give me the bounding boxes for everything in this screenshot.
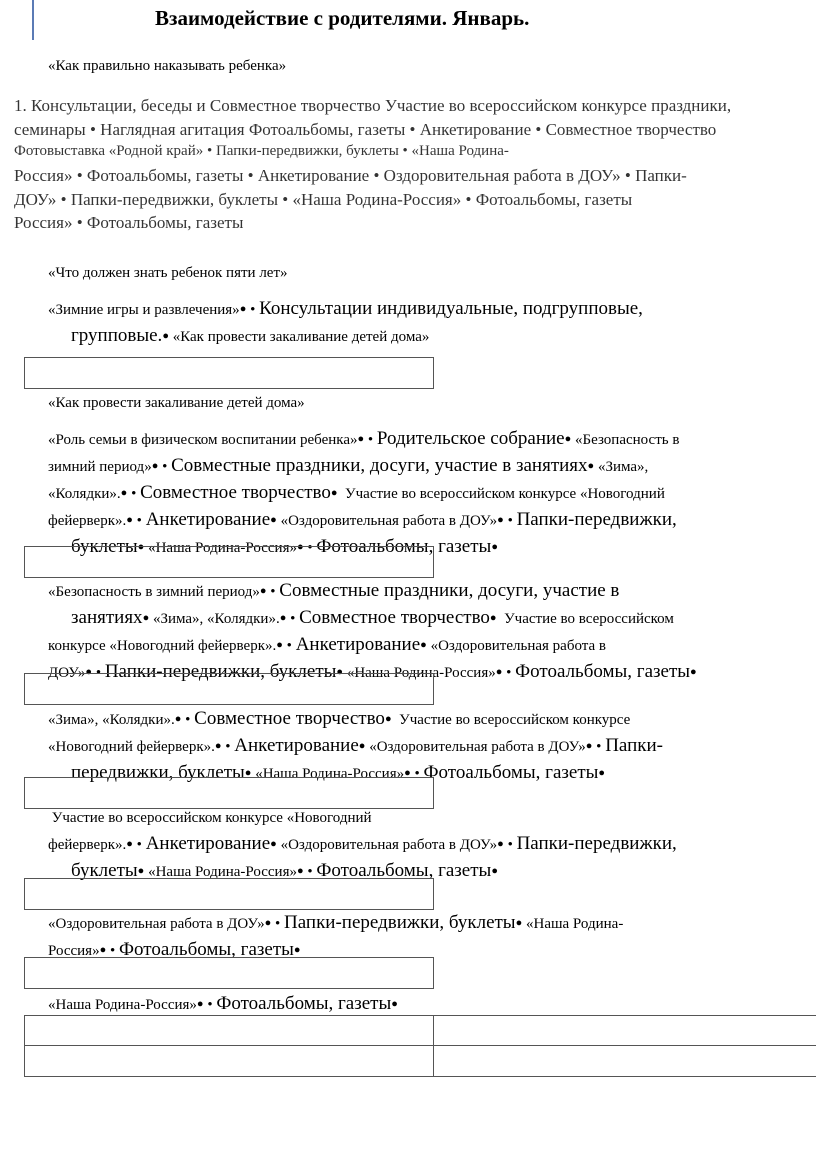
table-cell xyxy=(24,357,434,389)
text: Папки-передвижки, буклеты xyxy=(104,661,337,682)
text: Совместные праздники, досуги, участие в занятиях xyxy=(171,455,588,476)
family-paragraph: «Роль семьи в физическом воспитании ребенка» ● • Родительское собрание ● «Безопасность в зимний период» ● • Совместные праздники, досуги, участие в занятиях ● «Зима», «Колядки». ● • Совместное творчество ● Участие во всероссийском конкурсе «Новогодний фейерверк». ● • Анкетирование ● «Оздоровительная работа в ДОУ» ● • Папки-передвижки, буклеты ● «Наша Родина-Россия» ● • Фотоальбомы, газеты ● xyxy=(48,426,803,561)
contest-paragraph: Участие во всероссийском конкурсе «Новогодний фейерверк». ● • Анкетирование ● «Оздоровительная работа в ДОУ» ● • Папки-передвижки, буклеты ● «Наша Родина-Россия» ● • Фотоальбомы, газеты ● xyxy=(48,806,803,885)
topic-child-five: «Что должен знать ребенок пяти лет» xyxy=(48,265,288,281)
text: «Как провести закаливание детей дома» xyxy=(172,329,430,345)
text: Анкетирование xyxy=(145,833,271,854)
text: Анкетирование xyxy=(234,735,359,756)
overlap-line: Россия» • Фотоальбомы, газеты xyxy=(14,213,244,232)
text: буклеты xyxy=(71,860,138,881)
text: Консультации индивидуальные, подгрупповые, xyxy=(259,298,643,319)
table-cell xyxy=(24,878,434,910)
text: «Колядки». xyxy=(48,486,121,502)
table-cell xyxy=(24,546,434,578)
text: Папки- xyxy=(605,735,663,756)
margin-line xyxy=(32,0,34,40)
table-border xyxy=(24,1045,816,1046)
overlap-line: семинары • Наглядная агитация Фотоальбомы, газеты • Анкетирование • Совместное творчество xyxy=(14,120,717,139)
text: Фотоальбомы, газеты xyxy=(216,993,392,1014)
text: фейерверк». xyxy=(48,513,127,529)
text: Совместное творчество xyxy=(140,482,331,503)
overlap-line: ДОУ» • Папки-передвижки, буклеты • «Наша Родина-Россия» • Фотоальбомы, газеты xyxy=(14,190,633,209)
text: передвижки, буклеты xyxy=(71,762,245,783)
topic-punish: «Как правильно наказывать ребенка» xyxy=(48,58,287,74)
page-title: Взаимодействие с родителями. Январь. xyxy=(155,6,530,30)
text: фейерверк». xyxy=(48,837,127,853)
text: «Роль семьи в физическом воспитании ребенка» xyxy=(48,432,358,448)
table-border xyxy=(24,1076,816,1077)
text: Фотоальбомы, газеты xyxy=(316,536,492,557)
text: Фотоальбомы, газеты xyxy=(316,860,492,881)
text: «Зимние игры и развлечения» xyxy=(48,302,240,318)
text: «Зима», «Колядки». xyxy=(48,712,175,728)
health-paragraph: «Оздоровительная работа в ДОУ» ● • Папки-передвижки, буклеты ● «Наша Родина- Россия» ● • Фотоальбомы, газеты ● xyxy=(48,910,803,964)
text: Совместное творчество xyxy=(299,607,490,628)
text: Участие во всероссийском xyxy=(504,611,674,627)
motherland-paragraph: «Наша Родина-Россия» ● • Фотоальбомы, газеты ● xyxy=(48,991,803,1018)
winter-games-paragraph: «Зимние игры и развлечения» ● • Консультации индивидуальные, подгрупповые, групповые. ● «Как провести закаливание детей дома» xyxy=(48,296,803,350)
text: Совместное творчество xyxy=(194,708,385,729)
text: Родительское собрание xyxy=(376,428,565,449)
text: «Безопасность в xyxy=(575,432,680,448)
text: зимний период» xyxy=(48,459,152,475)
text: ДОУ» xyxy=(48,665,86,681)
text: «Новогодний фейерверк». xyxy=(48,739,215,755)
text: Фотоальбомы, газеты xyxy=(119,939,294,960)
overlap-line: Фотовыставка «Родной край» • Папки-передвижки, буклеты • «Наша Родина- xyxy=(14,143,509,159)
hardening-title: «Как провести закаливание детей дома» xyxy=(48,395,305,411)
table-border xyxy=(24,1015,25,1076)
winter-paragraph: «Зима», «Колядки». ● • Совместное творчество ● Участие во всероссийском конкурсе «Новогодний фейерверк». ● • Анкетирование ● «Оздоровительная работа в ДОУ» ● • Папки- передвижки, буклеты ● «Наша Родина-Россия» ● • Фотоальбомы, газеты ● xyxy=(48,706,803,787)
text: «Наша Родина-Россия» xyxy=(346,665,496,681)
text: «Наша Родина-Россия» xyxy=(148,864,297,880)
text: «Оздоровительная работа в ДОУ» xyxy=(280,837,498,853)
text: Совместные праздники, досуги, участие в xyxy=(279,580,620,601)
table-border xyxy=(433,1015,434,1076)
table-cell xyxy=(24,673,434,705)
text: Анкетирование xyxy=(145,509,271,530)
text: Фотоальбомы, газеты xyxy=(423,762,599,783)
text: буклеты xyxy=(71,536,138,557)
text: Папки-передвижки, xyxy=(516,833,677,854)
text: «Наша Родина-Россия» xyxy=(148,540,297,556)
text: «Зима», xyxy=(597,459,649,475)
text: «Наша Родина-Россия» xyxy=(48,997,197,1013)
text: Участие во всероссийском конкурсе «Новогодний xyxy=(51,810,372,826)
text: конкурсе «Новогодний фейерверк». xyxy=(48,638,277,654)
text: «Оздоровительная работа в ДОУ» xyxy=(48,916,265,932)
overlap-line: Россия» • Фотоальбомы, газеты • Анкетирование • Оздоровительная работа в ДОУ» • Папки- xyxy=(14,166,687,185)
text: Фотоальбомы, газеты xyxy=(515,661,691,682)
text: Участие во всероссийском конкурсе xyxy=(399,712,631,728)
text: Участие во всероссийском конкурсе «Новогодний xyxy=(345,486,665,502)
safety-paragraph: «Безопасность в зимний период» ● • Совместные праздники, досуги, участие в занятиях ● «Зима», «Колядки». ● • Совместное творчество ● Участие во всероссийском конкурсе «Новогодний фейерверк». ● • Анкетирование ● «Оздоровительная работа в ДОУ» ● • Папки-передвижки, буклеты ● «Наша Родина-Россия» ● • Фотоальбомы, газеты ● xyxy=(48,578,803,686)
text: Папки-передвижки, xyxy=(516,509,677,530)
text: «Оздоровительная работа в ДОУ» xyxy=(369,739,586,755)
text: «Оздоровительная работа в xyxy=(430,638,607,654)
text: Папки-передвижки, буклеты xyxy=(284,912,516,933)
text: групповые. xyxy=(71,325,163,346)
overlap-line: 1. Консультации, беседы и Совместное творчество Участие во всероссийском конкурсе праздники, xyxy=(14,96,732,115)
text: Россия» xyxy=(48,943,100,959)
text: «Оздоровительная работа в ДОУ» xyxy=(280,513,498,529)
text: Анкетирование xyxy=(295,634,421,655)
text: «Зима», «Колядки». xyxy=(152,611,280,627)
overlapping-text-block xyxy=(14,96,794,236)
table-border xyxy=(24,1015,816,1016)
text: занятиях xyxy=(71,607,143,628)
text: «Безопасность в зимний период» xyxy=(48,584,260,600)
table-cell xyxy=(24,777,434,809)
text: «Наша Родина- xyxy=(525,916,624,932)
table-cell xyxy=(24,957,434,989)
text: «Наша Родина-Россия» xyxy=(255,766,405,782)
